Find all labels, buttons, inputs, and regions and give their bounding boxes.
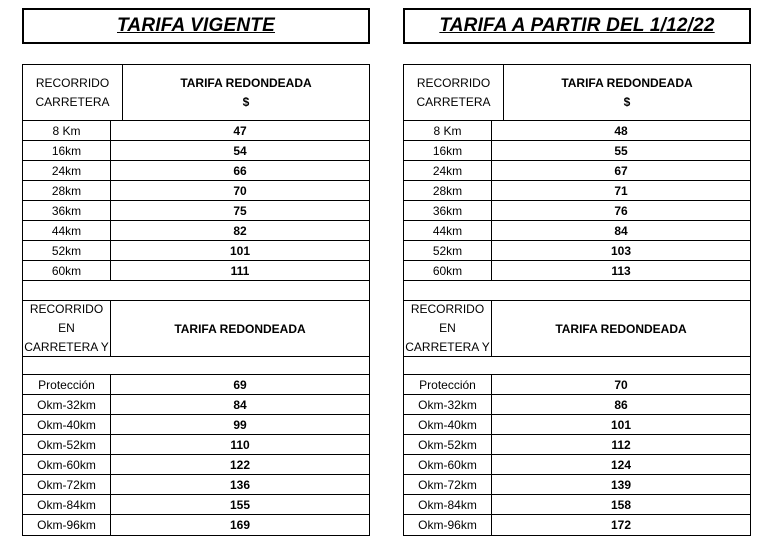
route-cell: 44km — [23, 221, 111, 240]
table-row — [23, 395, 369, 415]
table-row — [404, 395, 750, 415]
table-row — [404, 495, 750, 515]
fare-column-title: TARIFA REDONDEADA — [561, 75, 693, 90]
route-cell: Okm-72km — [23, 475, 111, 494]
fare-column-header — [504, 65, 750, 120]
route-cell: 36km — [404, 201, 492, 220]
route-cell: Protección — [404, 375, 492, 394]
table-row — [404, 161, 750, 181]
table-row — [404, 181, 750, 201]
route-cell: Okm-40km — [23, 415, 111, 434]
route-header-line: EN — [58, 321, 75, 335]
fare-cell: 155 — [229, 497, 251, 512]
table-row — [23, 261, 369, 281]
section-spacer — [23, 357, 369, 375]
highway-rows — [23, 121, 369, 281]
fare-cell: 66 — [233, 163, 247, 178]
table-row — [23, 495, 369, 515]
fare-cell: 48 — [614, 123, 628, 138]
fare-cell: 84 — [614, 223, 628, 238]
current-fare-table — [22, 64, 370, 536]
fare-cell: 111 — [230, 263, 250, 278]
fare-cell: 47 — [233, 123, 247, 138]
table-row — [404, 455, 750, 475]
fare-cell: 112 — [611, 437, 631, 452]
protection-rows — [404, 375, 750, 535]
table-row — [404, 261, 750, 281]
fare-cell: 55 — [614, 143, 628, 158]
route-cell: 52km — [404, 241, 492, 260]
fare-column-title: TARIFA REDONDEADA — [180, 75, 312, 90]
table-row — [23, 181, 369, 201]
route-cell: Okm-32km — [23, 395, 111, 414]
fare-cell: 82 — [233, 223, 247, 238]
highway-rows — [404, 121, 750, 281]
current-fare-panel — [22, 0, 392, 552]
section-spacer — [23, 281, 369, 301]
fare-cell: 103 — [610, 243, 632, 258]
fare-cell: 101 — [610, 417, 632, 432]
fare-cell: 139 — [610, 477, 632, 492]
table-row — [23, 121, 369, 141]
fare-cell: 76 — [614, 203, 628, 218]
route-cell: 16km — [404, 141, 492, 160]
new-fare-table — [403, 64, 751, 536]
table-row — [23, 241, 369, 261]
route-cell: Okm-40km — [404, 415, 492, 434]
new-fare-title: TARIFA A PARTIR DEL 1/12/22 — [439, 15, 715, 36]
fare-cell: 122 — [229, 457, 251, 472]
table-row — [404, 375, 750, 395]
table-row — [404, 415, 750, 435]
currency-symbol: $ — [242, 94, 250, 109]
route-cell: 28km — [23, 181, 111, 200]
fare-cell: 113 — [611, 263, 631, 278]
protection-table-header — [404, 301, 750, 357]
route-cell: Okm-96km — [23, 515, 111, 535]
table-row — [404, 121, 750, 141]
fare-column-header — [123, 65, 369, 120]
table-row — [23, 415, 369, 435]
route-cell: 24km — [23, 161, 111, 180]
route-header-line: CARRETERA Y — [24, 340, 109, 354]
route-cell: Protección — [23, 375, 111, 394]
table-row — [23, 455, 369, 475]
table-row — [404, 221, 750, 241]
table-row — [404, 475, 750, 495]
fare-cell: 158 — [610, 497, 632, 512]
table-row — [404, 435, 750, 455]
table-row — [23, 221, 369, 241]
route-cell: Okm-52km — [23, 435, 111, 454]
route-header-line: EN — [439, 321, 456, 335]
route-cell: 60km — [23, 261, 111, 280]
fare-cell: 67 — [614, 163, 628, 178]
route-cell: Okm-72km — [404, 475, 492, 494]
fare-cell: 86 — [614, 397, 628, 412]
table-row — [23, 475, 369, 495]
route-column-header: RECORRIDO CARRETERA — [23, 65, 123, 120]
route-cell: Okm-84km — [23, 495, 111, 514]
route-cell: 24km — [404, 161, 492, 180]
route-cell: Okm-96km — [404, 515, 492, 535]
route-column-header — [23, 301, 111, 356]
fare-cell: 70 — [233, 183, 247, 198]
fare-cell: 101 — [229, 243, 251, 258]
fare-cell: 54 — [233, 143, 247, 158]
highway-table-header — [23, 65, 369, 121]
section-spacer — [404, 357, 750, 375]
route-column-header — [404, 301, 492, 356]
fare-cell: 169 — [229, 518, 251, 532]
route-cell: Okm-60km — [404, 455, 492, 474]
route-cell: 60km — [404, 261, 492, 280]
fare-cell: 75 — [233, 203, 247, 218]
protection-table-header — [23, 301, 369, 357]
table-row — [404, 515, 750, 535]
protection-rows — [23, 375, 369, 535]
section-spacer — [404, 281, 750, 301]
route-cell: Okm-52km — [404, 435, 492, 454]
fare-cell: 71 — [614, 183, 628, 198]
route-cell: 8 Km — [404, 121, 492, 140]
route-cell: 16km — [23, 141, 111, 160]
current-fare-title-box — [22, 8, 370, 44]
fare-cell: 70 — [614, 377, 628, 392]
table-row — [23, 515, 369, 535]
current-fare-title: TARIFA VIGENTE — [117, 15, 275, 36]
new-fare-title-box — [403, 8, 751, 44]
route-cell: 36km — [23, 201, 111, 220]
table-row — [404, 201, 750, 221]
table-row — [404, 141, 750, 161]
route-header-line: CARRETERA Y — [405, 340, 490, 354]
route-cell: 52km — [23, 241, 111, 260]
route-cell: 28km — [404, 181, 492, 200]
highway-table-header — [404, 65, 750, 121]
fare-cell: 172 — [610, 518, 632, 532]
fare-cell: 84 — [233, 397, 247, 412]
route-cell: Okm-32km — [404, 395, 492, 414]
route-header-line: RECORRIDO — [410, 302, 485, 316]
currency-symbol: $ — [623, 94, 631, 109]
table-row — [23, 375, 369, 395]
fare-cell: 99 — [233, 417, 247, 432]
fare-cell: 69 — [233, 377, 247, 392]
route-cell: Okm-60km — [23, 455, 111, 474]
route-column-header: RECORRIDO CARRETERA — [404, 65, 504, 120]
route-cell: 44km — [404, 221, 492, 240]
fare-cell: 136 — [229, 477, 251, 492]
table-row — [23, 141, 369, 161]
table-row — [23, 161, 369, 181]
route-cell: Okm-84km — [404, 495, 492, 514]
fare-cell: 110 — [230, 437, 250, 452]
table-row — [404, 241, 750, 261]
new-fare-panel — [403, 0, 751, 552]
table-row — [23, 435, 369, 455]
route-cell: 8 Km — [23, 121, 111, 140]
fare-cell: 124 — [610, 457, 632, 472]
route-header-line: RECORRIDO — [29, 302, 104, 316]
table-row — [23, 201, 369, 221]
fare-column-header: TARIFA REDONDEADA — [555, 321, 687, 336]
fare-column-header: TARIFA REDONDEADA — [174, 321, 306, 336]
